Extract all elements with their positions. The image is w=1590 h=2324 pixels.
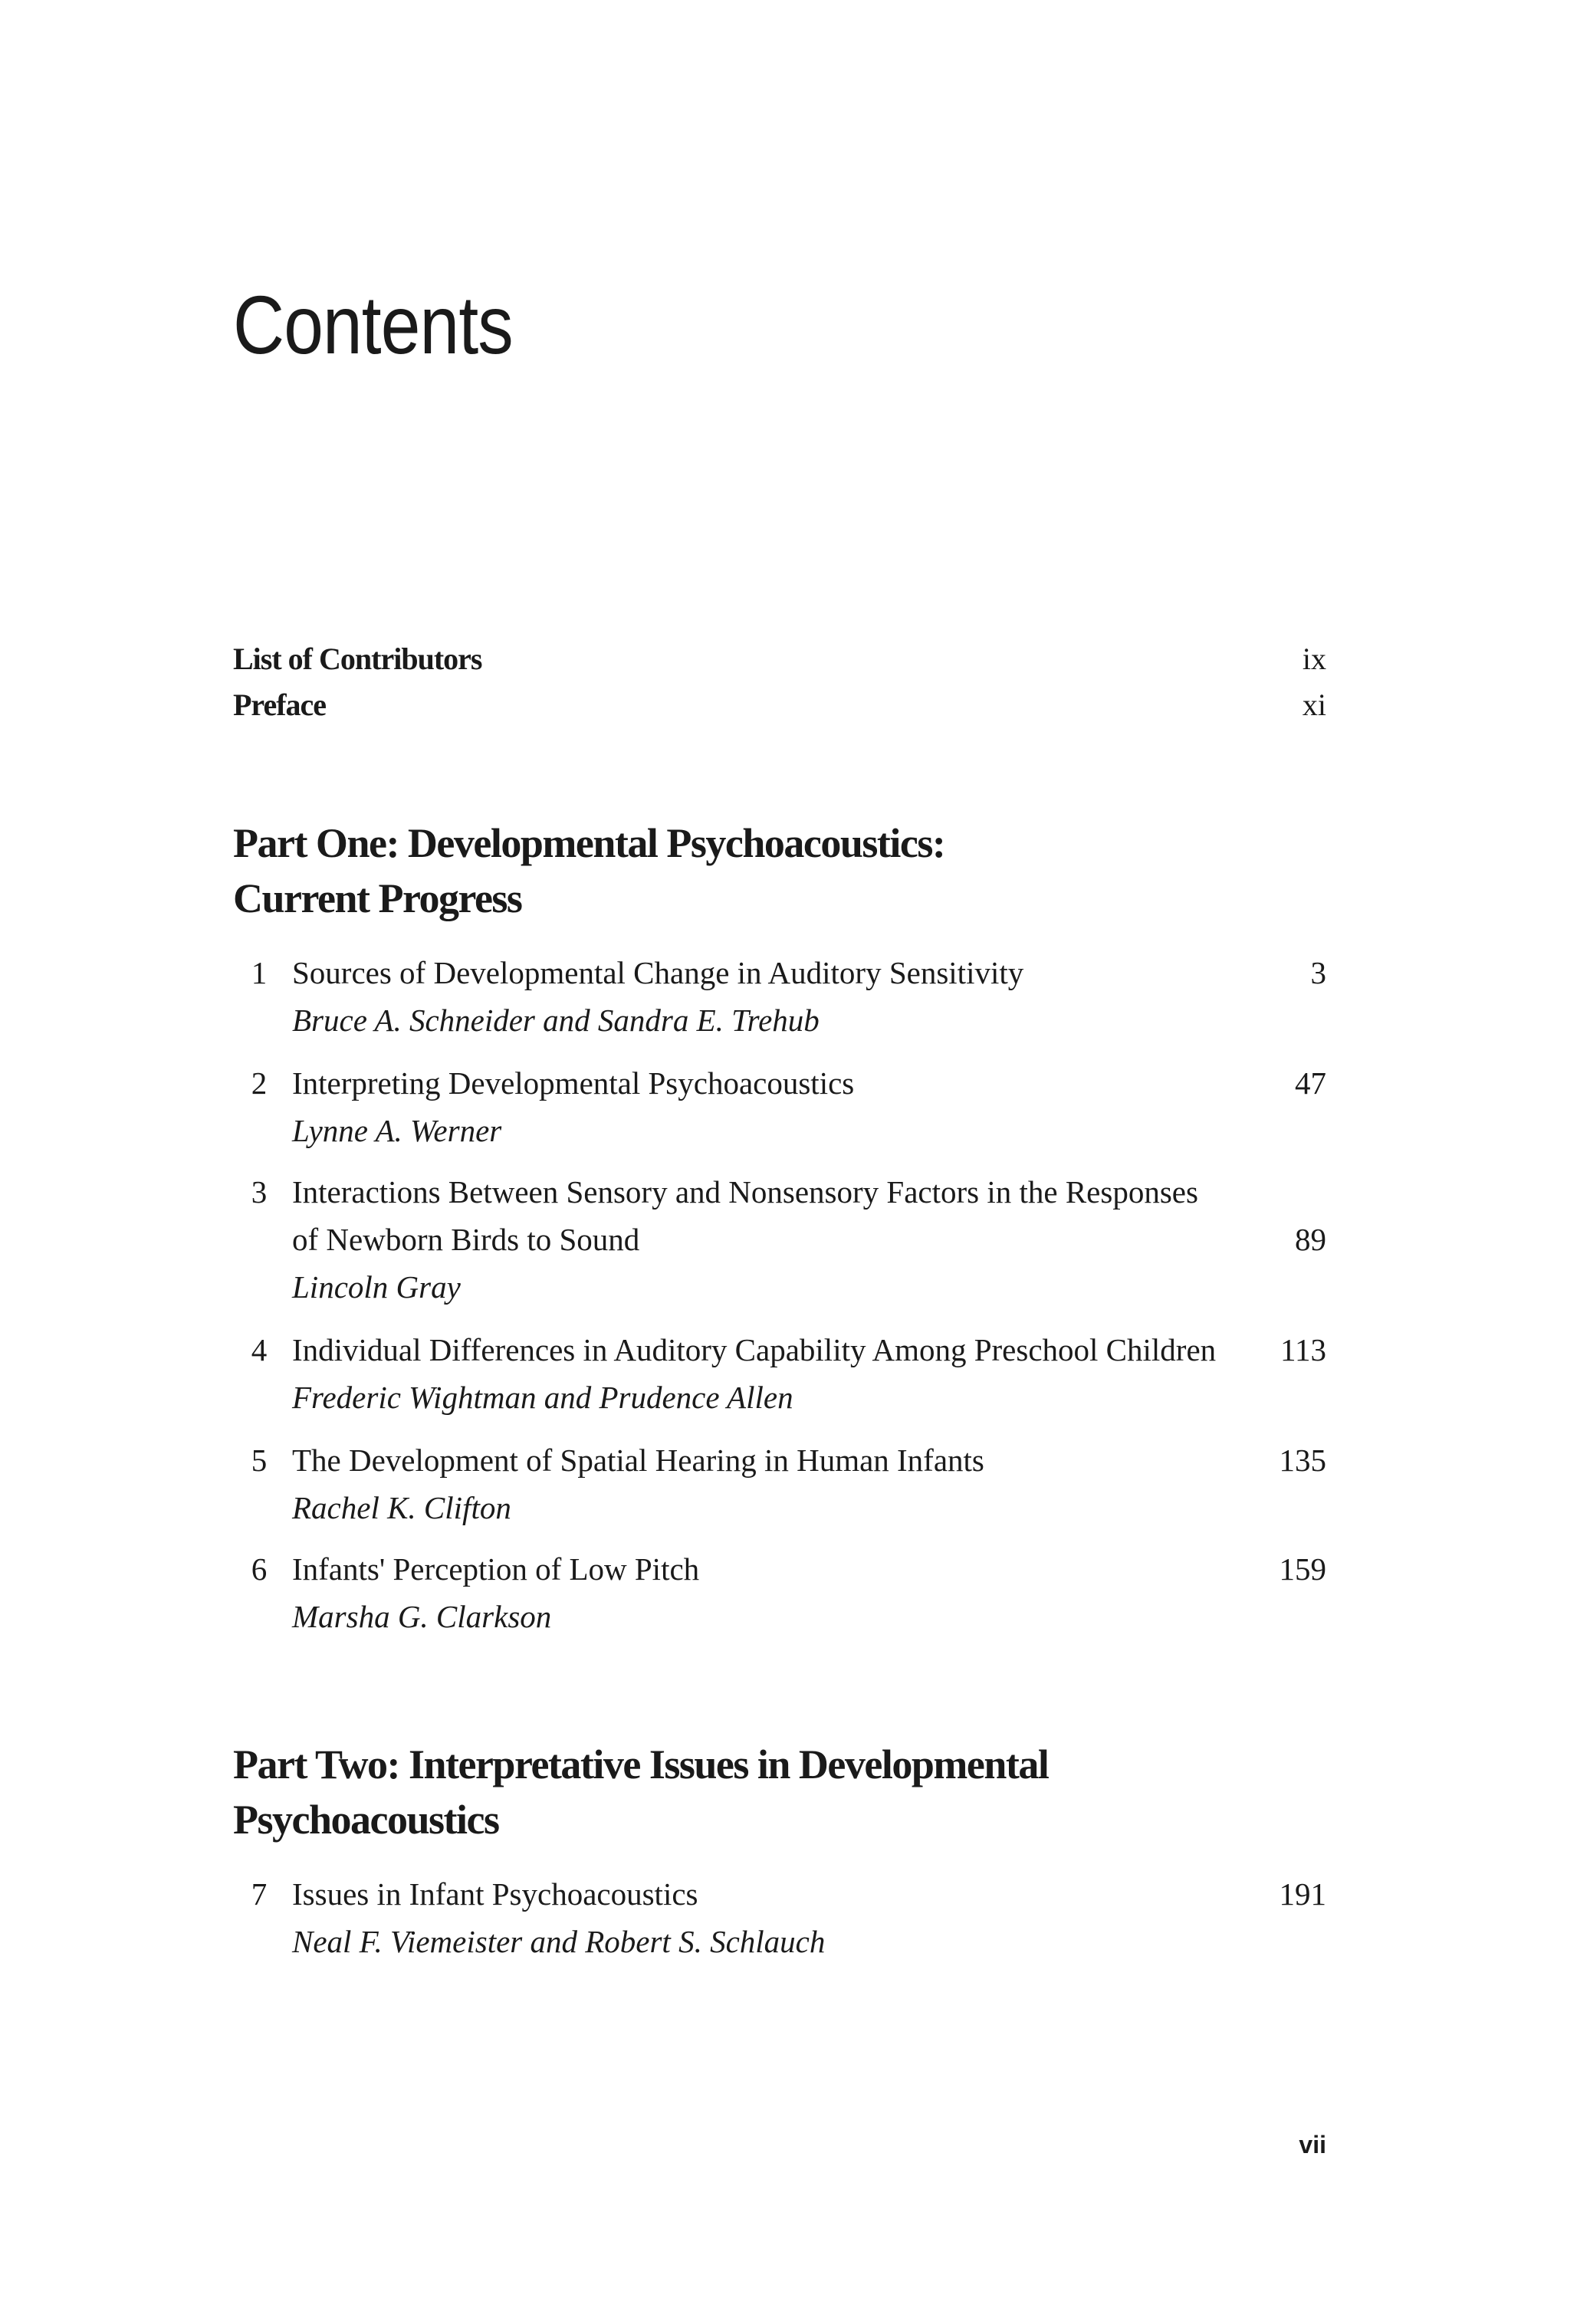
page-folio: vii bbox=[1299, 2131, 1326, 2158]
toc-chapter-2[interactable] bbox=[233, 1059, 1326, 1154]
toc-chapter-6[interactable] bbox=[233, 1545, 1326, 1640]
toc-chapter-4[interactable] bbox=[233, 1326, 1326, 1421]
chapter-author: Frederic Wightman and Prudence Allen bbox=[292, 1380, 793, 1415]
chapter-page-number: 135 bbox=[1279, 1443, 1326, 1478]
chapter-number: 3 bbox=[251, 1174, 268, 1210]
chapter-page-number: 3 bbox=[1310, 955, 1326, 990]
chapter-page-number: 159 bbox=[1279, 1551, 1326, 1587]
chapter-number: 1 bbox=[251, 955, 268, 990]
chapter-number: 5 bbox=[251, 1443, 268, 1478]
toc-entry-label: Preface bbox=[233, 688, 327, 722]
chapter-title: Interactions Between Sensory and Nonsensory Factors in the Responses of Newborn Birds to Sound bbox=[292, 1174, 1198, 1257]
chapter-title: Interpreting Developmental Psychoacoustics bbox=[292, 1065, 855, 1101]
chapter-page-number: 47 bbox=[1295, 1065, 1326, 1101]
toc-entry-preface[interactable] bbox=[233, 687, 1326, 733]
chapter-title: Issues in Infant Psychoacoustics bbox=[292, 1876, 698, 1912]
chapter-author: Lincoln Gray bbox=[292, 1269, 461, 1305]
part-two-heading bbox=[233, 1737, 1352, 1847]
toc-chapter-3[interactable] bbox=[233, 1168, 1326, 1311]
part-one-heading bbox=[233, 816, 1352, 926]
chapter-title: Infants' Perception of Low Pitch bbox=[292, 1551, 700, 1587]
part-heading-line: Part One: Developmental Psychoacoustics: bbox=[233, 820, 945, 866]
toc-entry-label: List of Contributors bbox=[233, 642, 482, 676]
chapter-number: 2 bbox=[251, 1065, 268, 1101]
chapter-number: 6 bbox=[251, 1551, 268, 1587]
chapter-author: Bruce A. Schneider and Sandra E. Trehub bbox=[292, 1003, 820, 1038]
chapter-number: 4 bbox=[251, 1332, 268, 1367]
toc-chapter-1[interactable] bbox=[233, 949, 1326, 1044]
toc-entry-page-number: ix bbox=[1302, 642, 1326, 676]
chapter-page-number: 89 bbox=[1295, 1222, 1326, 1257]
toc-entry-page-number: xi bbox=[1302, 688, 1326, 722]
chapter-author: Neal F. Viemeister and Robert S. Schlauch bbox=[292, 1924, 826, 1959]
chapter-author: Marsha G. Clarkson bbox=[292, 1599, 552, 1634]
toc-entry-list-of-contributors[interactable] bbox=[233, 641, 1326, 687]
toc-chapter-5[interactable] bbox=[233, 1436, 1326, 1531]
part-heading-line: Part Two: Interpretative Issues in Developmental bbox=[233, 1741, 1049, 1787]
chapter-page-number: 113 bbox=[1280, 1332, 1326, 1367]
chapter-author: Lynne A. Werner bbox=[292, 1113, 502, 1148]
chapter-number: 7 bbox=[251, 1876, 268, 1912]
chapter-title: Individual Differences in Auditory Capability Among Preschool Children bbox=[292, 1332, 1217, 1367]
chapter-author: Rachel K. Clifton bbox=[292, 1490, 511, 1525]
page-title: Contents bbox=[233, 278, 513, 371]
chapter-page-number: 191 bbox=[1279, 1876, 1326, 1912]
part-heading-line: Current Progress bbox=[233, 875, 522, 921]
toc-chapter-7[interactable] bbox=[233, 1870, 1326, 1965]
part-heading-line: Psychoacoustics bbox=[233, 1797, 499, 1843]
chapter-title: Sources of Developmental Change in Auditory Sensitivity bbox=[292, 955, 1024, 990]
chapter-title: The Development of Spatial Hearing in Human Infants bbox=[292, 1443, 984, 1478]
